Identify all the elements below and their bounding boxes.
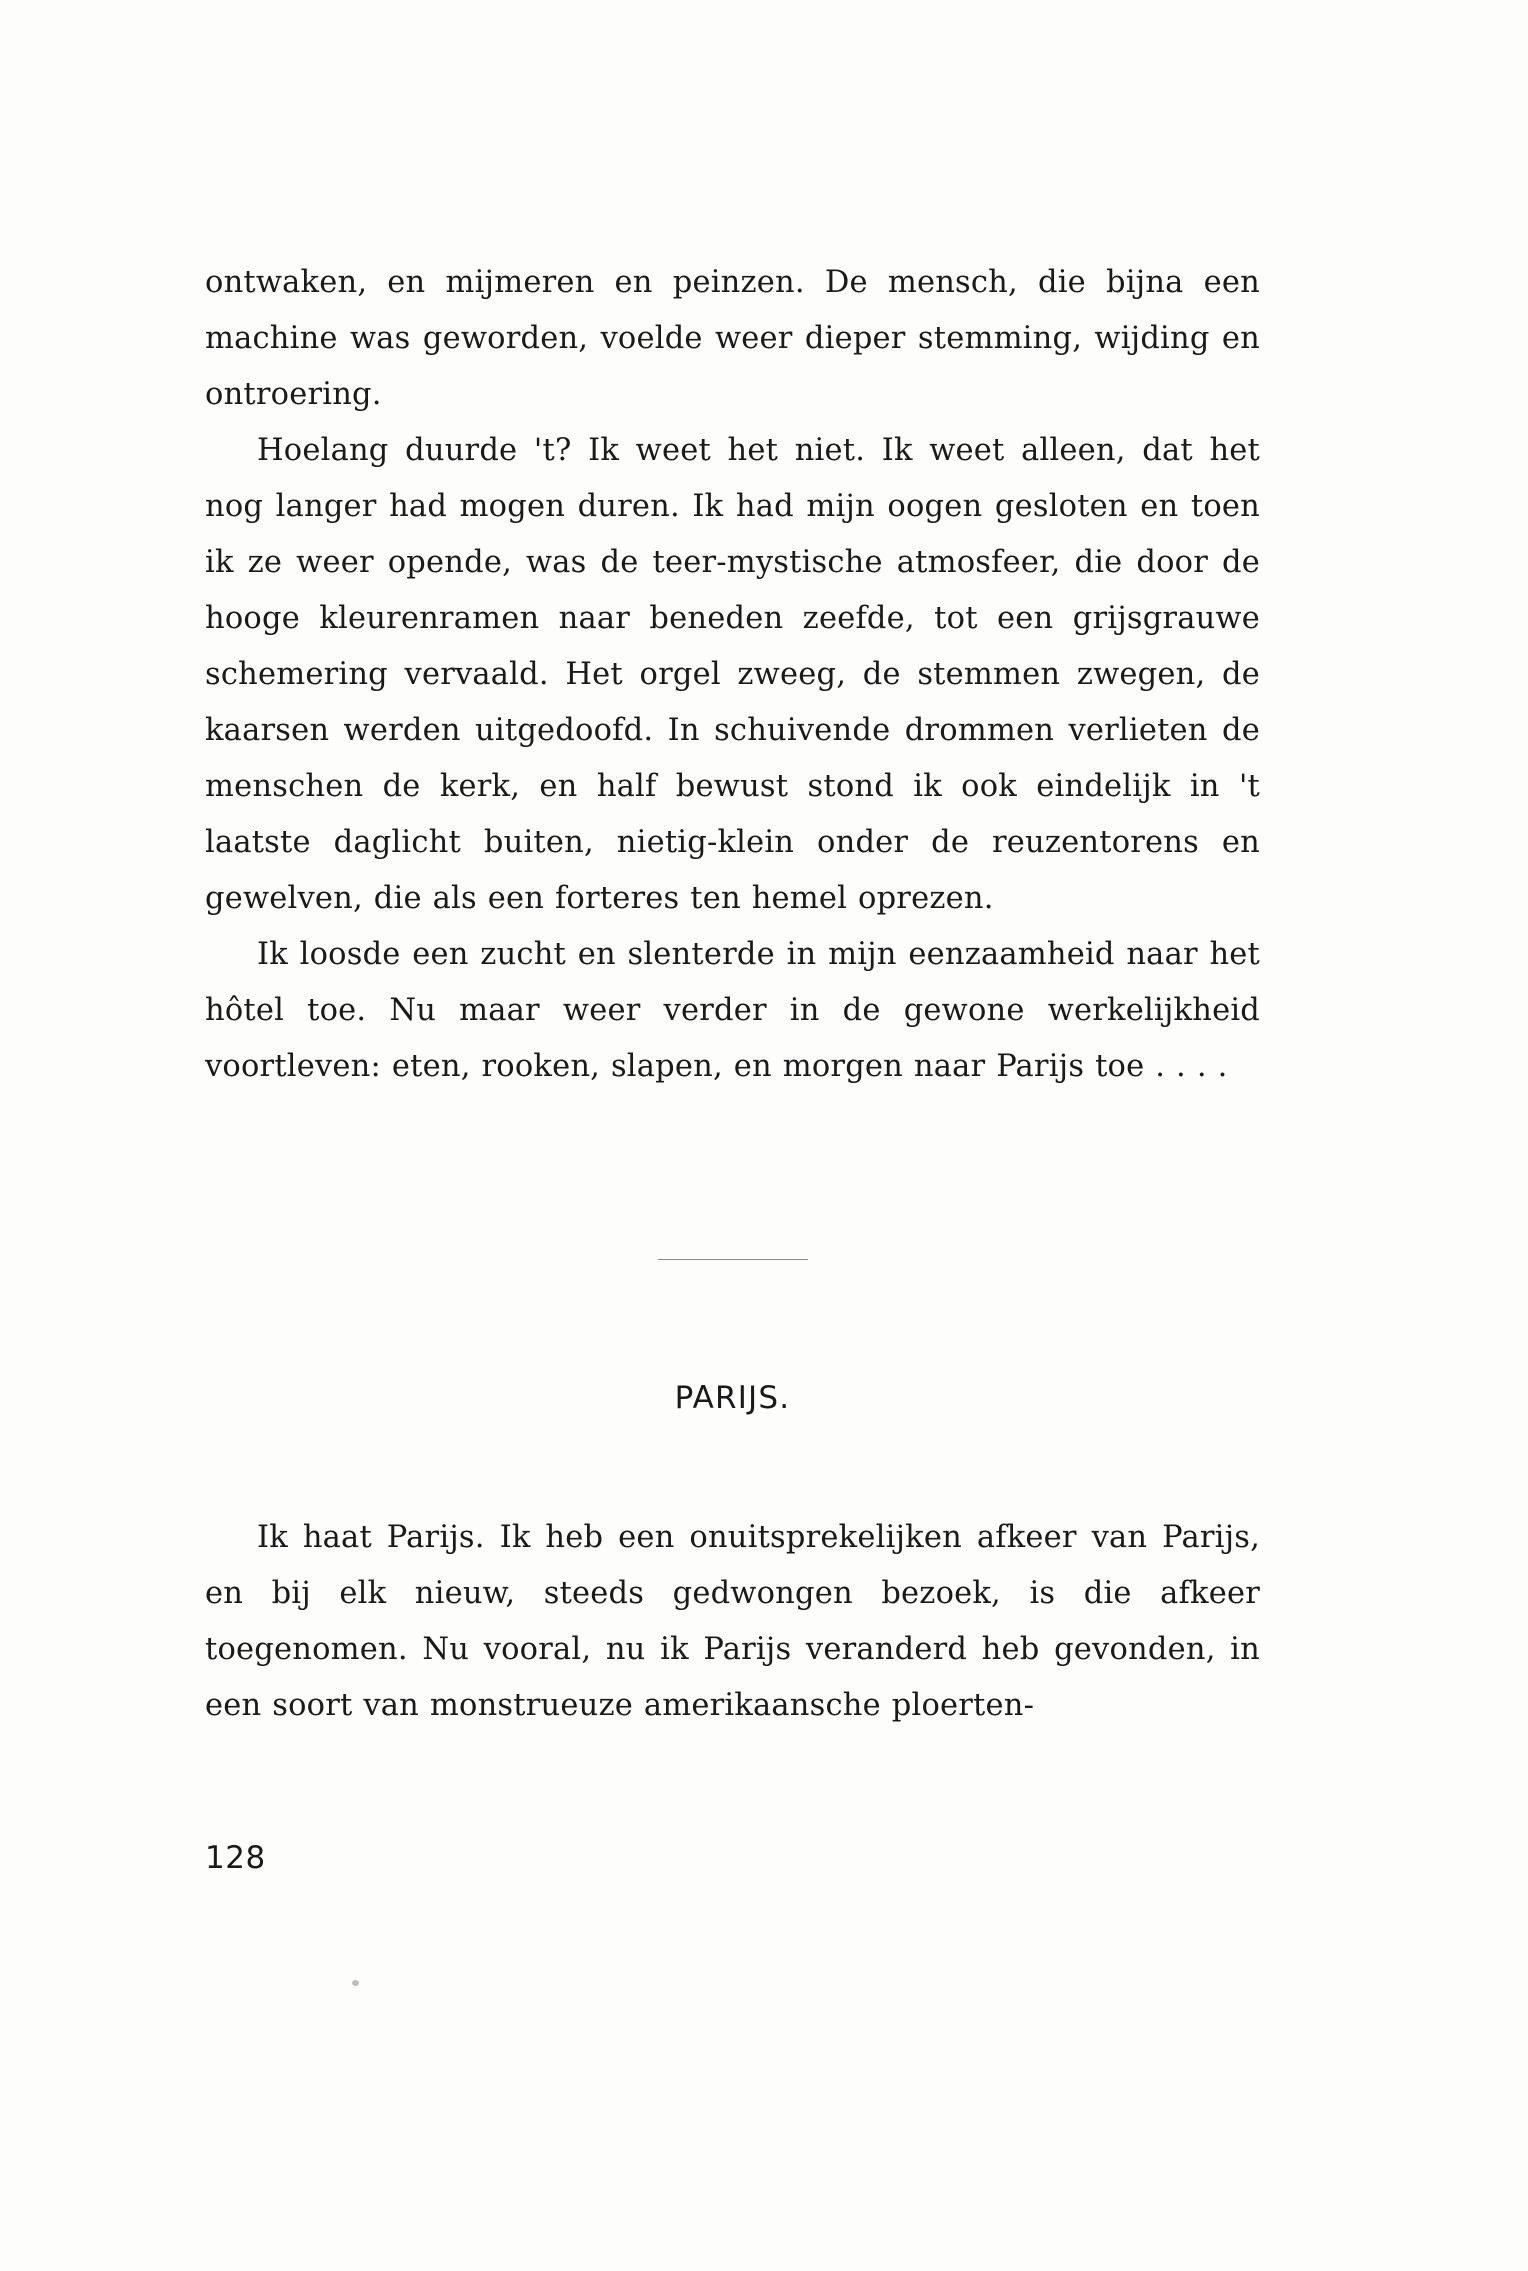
divider-rule <box>658 1259 808 1260</box>
paragraph: Ik haat Parijs. Ik heb een onuitsprekelijken afkeer van Parijs, en bij elk nieuw, steeds gedwongen bezoek, is die afkeer toegenomen. Nu vooral, nu ik Parijs veranderd heb gevonden, in een soort van monstrueuze amerikaansche ploerten- <box>205 1520 1260 1723</box>
scan-speck <box>352 1980 359 1986</box>
body-text-block <box>205 255 1260 1095</box>
page-number: 128 <box>205 1840 266 1876</box>
chapter-text-block <box>205 1510 1260 1734</box>
section-divider <box>205 1245 1260 1264</box>
paragraph: Hoelang duurde 't? Ik weet het niet. Ik weet alleen, dat het nog langer had mogen duren. Ik had mijn oogen gesloten en toen ik ze weer opende, was de teer-mystische atmosfeer, die door de hooge kleurenramen naar beneden zeefde, tot een grijsgrauwe schemering vervaald. Het orgel zweeg, de stemmen zwegen, de kaarsen werden uitgedoofd. In schuivende drommen verlieten de menschen de kerk, en half bewust stond ik ook eindelijk in 't laatste daglicht buiten, nietig-klein onder de reuzentorens en gewelven, die als een forteres ten hemel oprezen. <box>205 433 1260 916</box>
paragraph: ontwaken, en mijmeren en peinzen. De mensch, die bijna een machine was geworden, voelde weer dieper stemming, wijding en ontroering. <box>205 265 1260 412</box>
chapter-title: PARIJS. <box>674 1380 791 1416</box>
paragraph: Ik loosde een zucht en slenterde in mijn eenzaamheid naar het hôtel toe. Nu maar weer verder in de gewone werkelijkheid voortleven: eten, rooken, slapen, en morgen naar Parijs toe . . . . <box>205 937 1260 1084</box>
